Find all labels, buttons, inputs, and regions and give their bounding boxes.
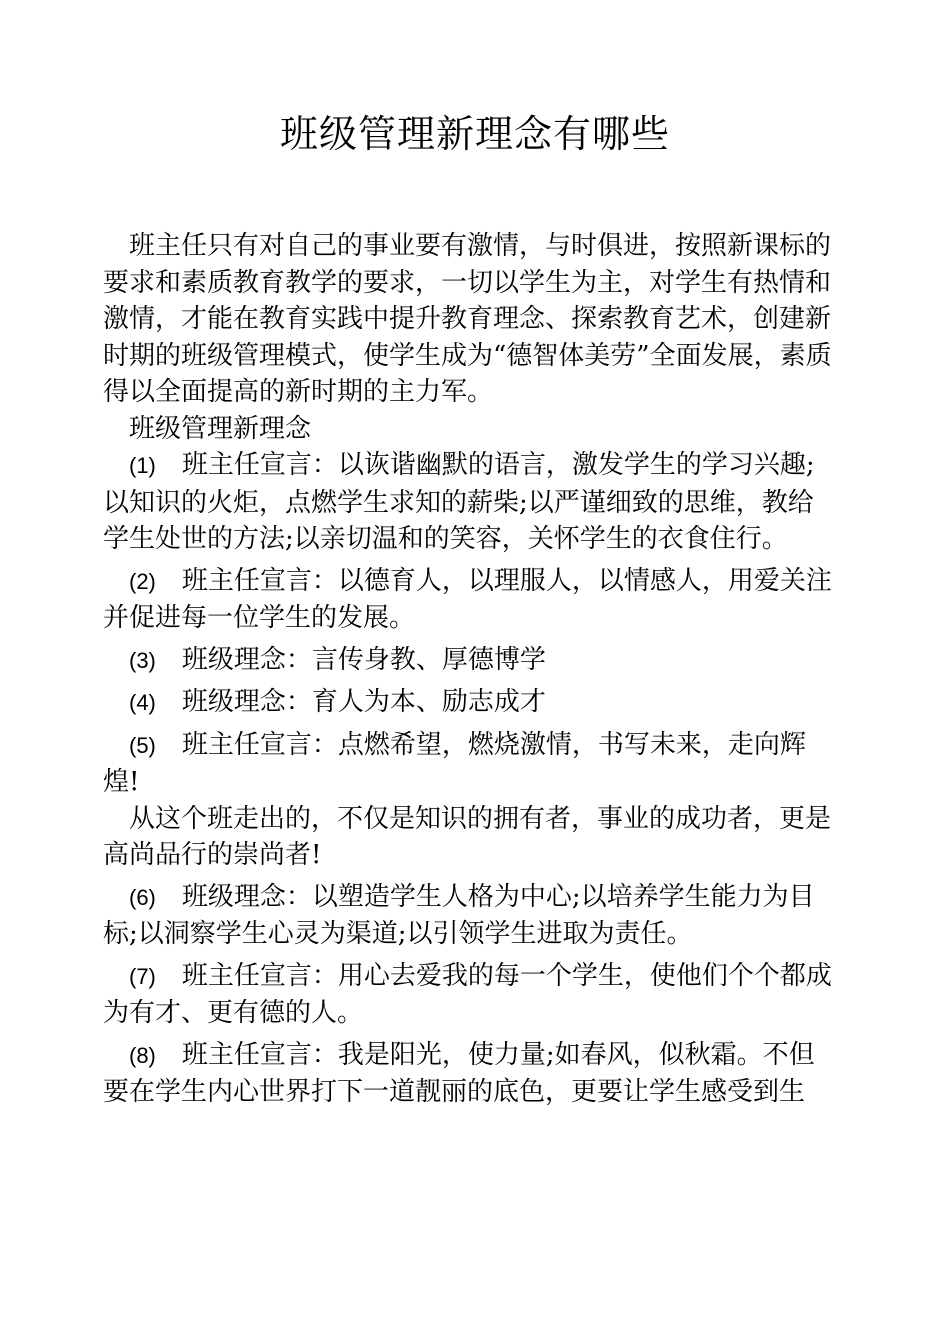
item-text: 班主任宣言：点燃希望，燃烧激情，书写未来，走向辉煌!	[103, 729, 806, 797]
item-number: (5)	[129, 732, 156, 758]
item-text: 班主任宣言：我是阳光，使力量;如春风，似秋霜。不但要在学生内心世界打下一道靓丽的底色，更要让学生感受到生	[103, 1039, 815, 1107]
item-number: (6)	[129, 884, 156, 910]
intro-paragraph: 班主任只有对自己的事业要有激情，与时俱进，按照新课标的要求和素质教育教学的要求，一切以学生为主，对学生有热情和激情，才能在教育实践中提升教育理念、探索教育艺术，创建新时期的班级管理模式，使学生成为“德智体美劳”全面发展，素质得以全面提高的新时期的主力军。	[103, 231, 832, 407]
item-text: 班级理念：以塑造学生人格为中心;以培养学生能力为目标;以洞察学生心灵为渠道;以引领学生进取为责任。	[103, 881, 815, 949]
list-item	[103, 727, 838, 801]
item-text: 班主任宣言：用心去爱我的每一个学生，使他们个个都成为有才、更有德的人。	[103, 960, 832, 1028]
item-number: (4)	[129, 690, 156, 715]
item-text: 班级理念：言传身教、厚德博学	[181, 644, 546, 675]
list-item	[103, 447, 838, 558]
middle-paragraph: 从这个班走出的，不仅是知识的拥有者，事业的成功者，更是高尚品行的崇尚者!	[103, 803, 832, 870]
item-number: (3)	[129, 647, 156, 673]
document-body	[103, 228, 838, 1111]
document-title: 班级管理新理念有哪些	[279, 112, 670, 156]
item-number: (2)	[129, 568, 156, 594]
list-item	[103, 879, 838, 953]
list-item	[103, 958, 838, 1032]
item-number: (7)	[129, 963, 156, 989]
item-text: 班主任宣言：以诙谐幽默的语言，激发学生的学习兴趣;以知识的火炬，点燃学生求知的薪柴;以严谨细致的思维，教给学生处世的方法;以亲切温和的笑容，关怀学生的衣食住行。	[103, 450, 815, 554]
list-item	[103, 642, 838, 680]
subheading: 班级管理新理念	[129, 413, 312, 444]
item-text: 班主任宣言：以德育人，以理服人，以情感人，用爱关注并促进每一位学生的发展。	[103, 565, 832, 633]
item-number: (8)	[129, 1042, 156, 1068]
list-item	[103, 1037, 838, 1111]
item-number: (1)	[129, 453, 156, 478]
list-item	[103, 684, 838, 722]
list-item	[103, 563, 838, 637]
item-text: 班级理念：育人为本、励志成才	[181, 687, 546, 717]
